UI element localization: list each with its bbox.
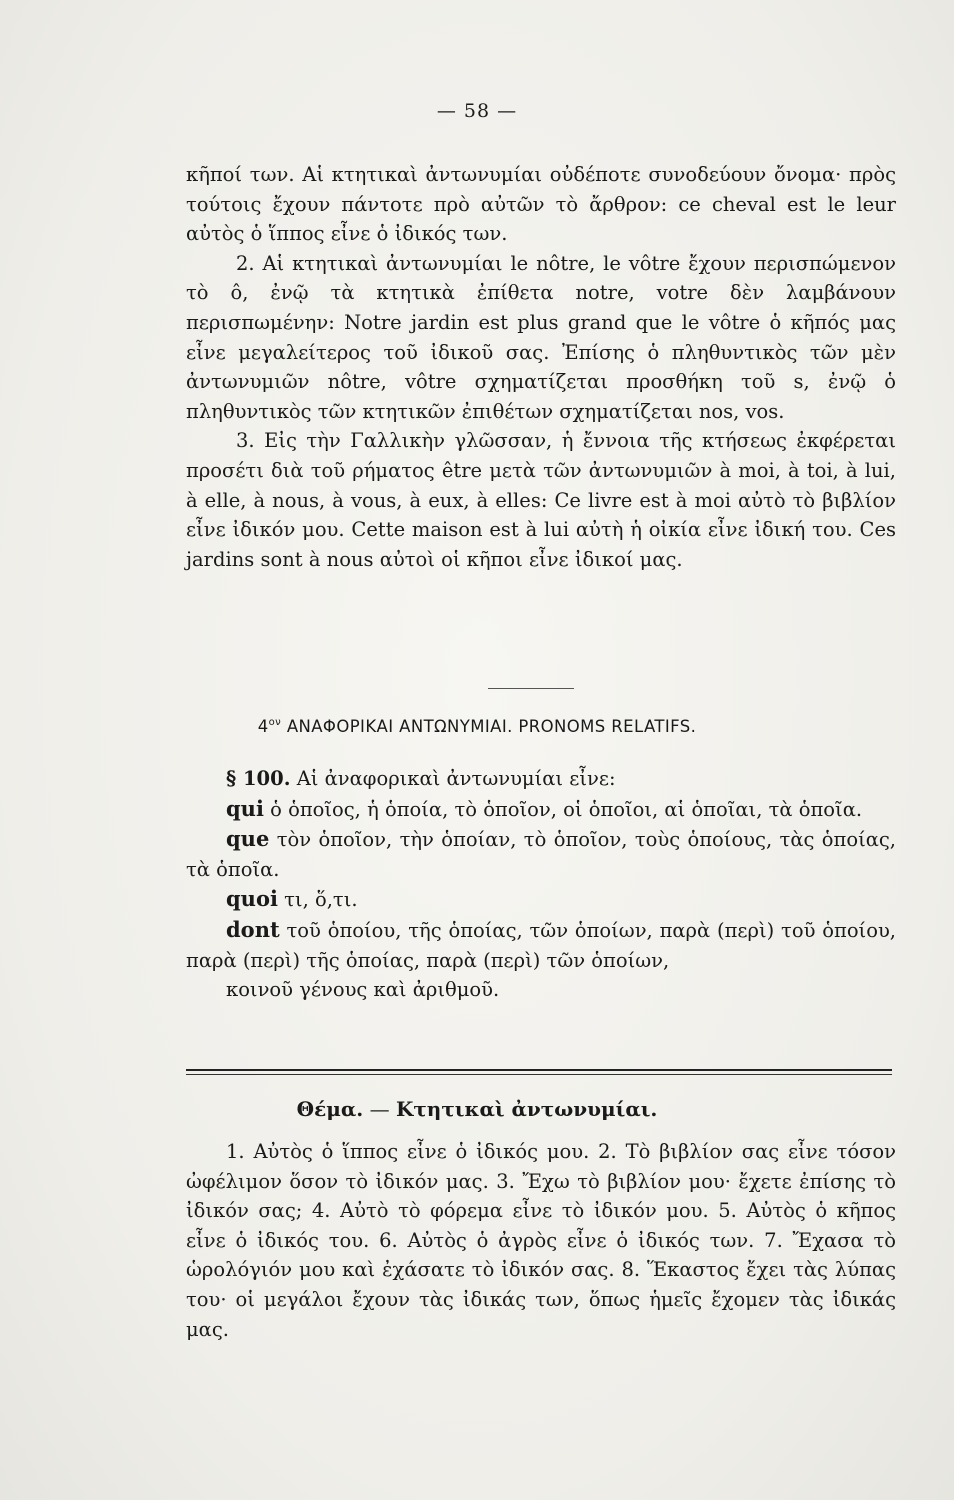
paragraph-2: 2. Αἱ κτητικαὶ ἀντωνυμίαι le nôtre, le vôtre ἔχουν περισπώμενον τὸ ô, ἐνῷ τὰ κτητικὰ ἐπίθετα notre, votre δὲν λαμβάνουν περισπωμένην: Notre jardin est plus grand que le vôtre ὁ κῆπός μας εἶνε μεγαλείτερος τοῦ ἰδικοῦ σας. Ἐπίσης ὁ πληθυντικὸς τῶν μὲν ἀντωνυμιῶν nôtre, vôtre σχηματίζεται προσθήκη τοῦ s, ἐνῷ ὁ πληθυντικὸς τῶν κτητικῶν ἐπιθέτων σχηματίζεται nos, vos. xyxy=(186,251,896,423)
entry-term: dont xyxy=(226,916,280,942)
entry-text: ὁ ὁποῖος, ἡ ὁποία, τὸ ὁποῖον, οἱ ὁποῖοι, αἱ ὁποῖαι, τὰ ὁποῖα. xyxy=(270,797,863,821)
section-mark: § 100. xyxy=(226,767,291,790)
entry-dont-extra: κοινοῦ γένους καὶ ἀριθμοῦ. xyxy=(226,978,500,1002)
section-intro xyxy=(186,764,896,794)
section-divider xyxy=(488,688,574,689)
heading-number: 4 xyxy=(257,717,269,736)
entry-text: τι, ὅ,τι. xyxy=(284,888,358,912)
entry-text: τοῦ ὁποίου, τῆς ὁποίας, τῶν ὁποίων, παρὰ (περὶ) τοῦ ὁποίου, παρὰ (περὶ) τῆς ὁποίας, παρὰ (περὶ) τῶν ὁποίων, xyxy=(186,918,896,972)
exercise-topic: Κτητικαὶ ἀντωνυμίαι. xyxy=(395,1097,658,1121)
paragraph-1: κῆποί των. Αἱ κτητικαὶ ἀντωνυμίαι οὐδέποτε συνοδεύουν ὄνομα· πρὸς τούτοις ἔχουν πάντοτε πρὸ αὐτῶν τὸ ἄρθρον: ce cheval est le leur αὐτὸς ὁ ἵππος εἶνε ὁ ἰδικός των. xyxy=(186,163,896,246)
paragraph-3: 3. Εἰς τὴν Γαλλικὴν γλῶσσαν, ἡ ἔννοια τῆς κτήσεως ἐκφέρεται προσέτι διὰ τοῦ ρήματος être μετὰ τῶν ἀντωνυμιῶν à moi, à toi, à lui, à elle, à nous, à vous, à eux, à elles: Ce livre est à moi αὐτὸ τὸ βιβλίον εἶνε ἰδικόν μου. Cette maison est à lui αὐτὴ ἡ οἰκία εἶνε ἰδική του. Ces jardins sont à nous αὐτοὶ οἱ κῆποι εἶνε ἰδικοί μας. xyxy=(186,429,896,571)
possessive-text-block xyxy=(186,160,896,574)
relative-pronouns-block xyxy=(186,764,896,1005)
entry-dont xyxy=(186,915,896,975)
double-rule-top xyxy=(186,1069,892,1071)
exercise-dash: — xyxy=(369,1097,390,1121)
exercise-title xyxy=(0,1097,954,1121)
entry-text: τὸν ὁποῖον, τὴν ὁποίαν, τὸ ὁποῖον, τοὺς ὁποίους, τὰς ὁποίας, τὰ ὁποῖα. xyxy=(186,828,897,881)
entry-term: quoi xyxy=(226,886,278,912)
entry-que xyxy=(186,824,896,884)
entry-qui xyxy=(186,794,896,825)
heading-title: ΑΝΑΦΟΡΙΚΑΙ ΑΝΤΩΝΥΜΙΑΙ. PRONOMS RELATIFS. xyxy=(286,717,697,736)
exercise-block xyxy=(186,1137,896,1344)
entry-term: que xyxy=(226,826,270,852)
page-number: — 58 — xyxy=(436,100,518,122)
exercise-body: 1. Αὐτὸς ὁ ἵππος εἶνε ὁ ἰδικός μου. 2. Τὸ βιβλίον σας εἶνε τόσον ὠφέλιμον ὅσον τὸ ἰδικόν μας. 3. Ἔχω τὸ βιβλίον μου· ἔχετε ἐπίσης τὸ ἰδικόν σας; 4. Αὐτὸ τὸ φόρεμα εἶνε τὸ ἰδικόν μου. 5. Αὐτὸς ὁ κῆπος εἶνε ὁ ἰδικός του. 6. Αὐτὸς ὁ ἀγρὸς εἶνε ὁ ἰδικός των. 7. Ἔχασα τὸ ὡρολόγιόν μου καὶ ἐχάσατε τὸ ἰδικόν σας. 8. Ἕκαστος ἔχει τὰς λύπας του· οἱ μεγάλοι ἔχουν τὰς ἰδικάς των, ὅπως ἡμεῖς ἔχομεν τὰς ἰδικάς μας. xyxy=(186,1140,896,1341)
entry-quoi xyxy=(186,884,896,915)
entry-term: qui xyxy=(226,795,264,821)
exercise-label: Θέμα. xyxy=(296,1097,364,1121)
section-intro-text: Αἱ ἀναφορικαὶ ἀντωνυμίαι εἶνε: xyxy=(296,767,616,790)
section-heading xyxy=(0,717,954,736)
heading-ordinal: ον xyxy=(268,717,282,728)
double-rule-bottom xyxy=(186,1074,892,1075)
